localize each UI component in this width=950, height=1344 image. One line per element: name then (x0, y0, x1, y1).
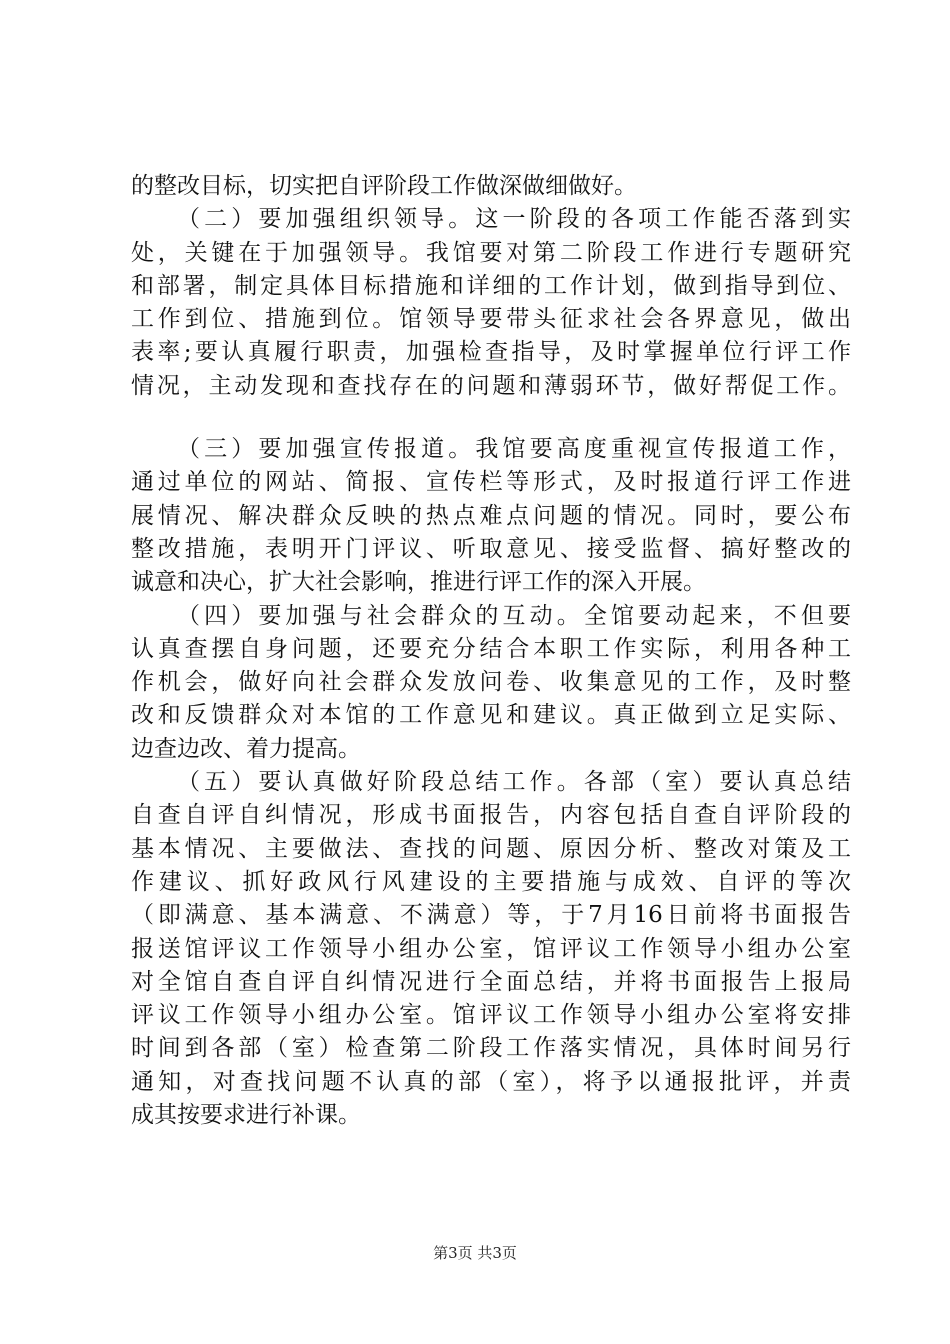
text-line: 情况，主动发现和查找存在的问题和薄弱环节，做好帮促工作。 (131, 372, 851, 399)
text-line: 展情况、解决群众反映的热点难点问题的情况。同时，要公布 (131, 502, 851, 529)
text-line: 整改措施，表明开门评议、听取意见、接受监督、搞好整改的 (131, 535, 851, 562)
text-line: （五）要认真做好阶段总结工作。各部（室）要认真总结 (177, 769, 851, 796)
text-line: 表率;要认真履行职责，加强检查指导，及时掌握单位行评工作 (131, 339, 851, 366)
text-line: 处，关键在于加强领导。我馆要对第二阶段工作进行专题研究 (131, 239, 851, 266)
paragraph-5 (131, 766, 851, 1132)
text-line: 改和反馈群众对本馆的工作意见和建议。真正做到立足实际、 (131, 702, 851, 729)
text-line: 工作到位、措施到位。馆领导要带头征求社会各界意见，做出 (131, 306, 851, 333)
text-line: 作机会，做好向社会群众发放问卷、收集意见的工作，及时整 (131, 669, 851, 696)
text-line: 基本情况、主要做法、查找的问题、原因分析、整改对策及工 (131, 835, 851, 862)
text-line: 诚意和决心，扩大社会影响，推进行评工作的深入开展。 (131, 569, 706, 596)
paragraph-2 (131, 203, 851, 403)
text-line: （即满意、基本满意、不满意）等，于7月16日前将书面报告 (131, 902, 851, 929)
paragraph-spacer (131, 403, 851, 433)
text-line: 评议工作领导小组办公室。馆评议工作领导小组办公室将安排 (131, 1002, 851, 1029)
text-line: 时间到各部（室）检查第二阶段工作落实情况，具体时间另行 (131, 1035, 851, 1062)
paragraph-3 (131, 433, 851, 599)
text-line: 认真查摆自身问题，还要充分结合本职工作实际，利用各种工 (131, 635, 851, 662)
page-footer (0, 1243, 950, 1263)
text-line: （三）要加强宣传报道。我馆要高度重视宣传报道工作， (177, 436, 851, 463)
document-body (131, 170, 851, 1132)
text-line: 自查自评自纠情况，形成书面报告，内容包括自查自评阶段的 (131, 802, 851, 829)
page-number-current: 第3页 (433, 1244, 473, 1262)
text-line: 和部署，制定具体目标措施和详细的工作计划，做到指导到位、 (131, 272, 851, 299)
paragraph-4 (131, 600, 851, 766)
text-line: 边查边改、着力提高。 (131, 735, 361, 762)
text-line: 通知，对查找问题不认真的部（室），将予以通报批评，并责 (131, 1068, 851, 1095)
text-line: （四）要加强与社会群众的互动。全馆要动起来，不但要 (177, 602, 851, 629)
text-line: 通过单位的网站、简报、宣传栏等形式，及时报道行评工作进 (131, 469, 851, 496)
page-number-total: 共3页 (477, 1244, 517, 1262)
text-line: 对全馆自查自评自纠情况进行全面总结，并将书面报告上报局 (131, 968, 851, 995)
text-line: 报送馆评议工作领导小组办公室，馆评议工作领导小组办公室 (131, 935, 851, 962)
text-line: 成其按要求进行补课。 (131, 1102, 361, 1129)
text-line: 的整改目标，切实把自评阶段工作做深做细做好。 (131, 173, 637, 199)
text-line: 作建议、抓好政风行风建设的主要措施与成效、自评的等次 (131, 868, 851, 895)
text-line: （二）要加强组织领导。这一阶段的各项工作能否落到实 (177, 206, 851, 233)
paragraph-continuation (131, 170, 851, 203)
